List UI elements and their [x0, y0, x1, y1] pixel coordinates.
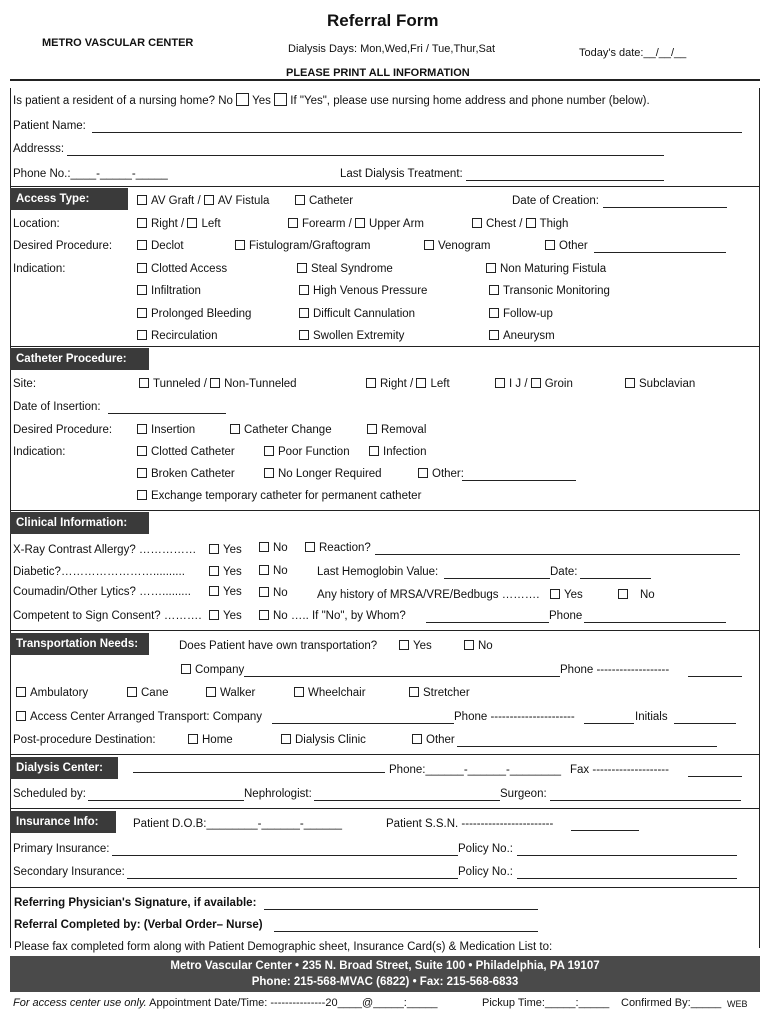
coumadin-no-label: No: [273, 587, 288, 599]
checkbox-icon: [424, 240, 434, 250]
checkbox-icon: [369, 446, 379, 456]
desired-procedure-label: Desired Procedure:: [13, 240, 113, 252]
ind-transonic[interactable]: [489, 285, 610, 297]
cath-ind-clotted-label: Clotted Catheter: [151, 446, 235, 458]
ind-swollen-label: Swollen Extremity: [313, 330, 405, 342]
mrsa-yes-option[interactable]: [550, 589, 583, 601]
footer-phone-fax: Phone: 215-568-MVAC (6822) • Fax: 215-568-6833: [251, 976, 519, 988]
ind-non-maturing[interactable]: [486, 263, 606, 275]
walker-label: Walker: [220, 687, 256, 699]
cath-removal-label: Removal: [381, 424, 427, 436]
access-center-transport-option[interactable]: [16, 711, 262, 723]
dest-other-label: Other: [426, 734, 455, 746]
stretcher-label: Stretcher: [423, 687, 470, 699]
hemoglobin-field[interactable]: [444, 578, 550, 579]
dialysis-center-field[interactable]: [133, 772, 385, 773]
checkbox-icon: [264, 468, 274, 478]
xray-yes-label: Yes: [223, 544, 242, 556]
site-right-left-option[interactable]: [366, 378, 450, 390]
mrsa-no-label: No: [640, 589, 655, 601]
coumadin-no-option[interactable]: [259, 587, 288, 599]
ind-recirc-label: Recirculation: [151, 330, 218, 342]
checkbox-icon: [259, 610, 269, 620]
hemoglobin-date-label: Date:: [550, 566, 578, 578]
cath-indication-label: Indication:: [13, 446, 66, 458]
checkbox-icon: [531, 378, 541, 388]
dialysis-phone-field[interactable]: Phone:______-______-________: [389, 764, 562, 776]
cath-ind-exchange[interactable]: [137, 490, 421, 502]
site-subclavian-label: Subclavian: [639, 378, 696, 390]
surgeon-label: Surgeon:: [500, 788, 547, 800]
coumadin-label: Coumadin/Other Lytics? …….........: [13, 586, 191, 598]
checkbox-icon: [489, 285, 499, 295]
own-transport-question: Does Patient have own transportation?: [179, 640, 378, 652]
insurance-header: Insurance Info:: [10, 811, 116, 833]
access-graft-option[interactable]: [137, 195, 269, 207]
transportation-header: Transportation Needs:: [10, 633, 149, 655]
cath-ind-clotted[interactable]: [137, 446, 235, 458]
cath-change-option[interactable]: [230, 424, 332, 436]
checkbox-icon: [416, 378, 426, 388]
nephrologist-label: Nephrologist:: [244, 788, 312, 800]
cath-ind-infection[interactable]: [369, 446, 426, 458]
clinical-divider: [10, 630, 760, 631]
mrsa-label: Any history of MRSA/VRE/Bedbugs ……….: [317, 589, 540, 601]
checkbox-icon: [137, 263, 147, 273]
checkbox-icon: [489, 308, 499, 318]
phone-field[interactable]: Phone No.:____-_____-_____: [13, 168, 168, 180]
competent-phone-field[interactable]: [584, 622, 726, 623]
proc-venogram-option[interactable]: [424, 240, 490, 252]
checkbox-icon: [137, 468, 147, 478]
date-insertion-label: Date of Insertion:: [13, 401, 101, 413]
coumadin-yes-option[interactable]: [209, 586, 242, 598]
checkbox-icon: [137, 285, 147, 295]
nursing-yes-label: Yes: [252, 95, 271, 107]
nursing-home-row: [13, 93, 650, 107]
checkbox-icon: [472, 218, 482, 228]
checkbox-icon: [181, 664, 191, 674]
dest-dialysis-clinic-option[interactable]: [281, 734, 366, 746]
initials-field[interactable]: [674, 723, 736, 724]
checkbox-icon: [367, 424, 377, 434]
ind-clotted-access[interactable]: [137, 263, 227, 275]
ind-prolonged-bleeding[interactable]: [137, 308, 251, 320]
mrsa-yes-label: Yes: [564, 589, 583, 601]
dest-other-option[interactable]: [412, 734, 455, 746]
checkbox-icon: [137, 308, 147, 318]
diabetic-yes-label: Yes: [223, 566, 242, 578]
cath-ind-infection-label: Infection: [383, 446, 427, 458]
checkbox-icon: [355, 218, 365, 228]
loc-chest-label: Chest /: [486, 218, 523, 230]
nephrologist-field[interactable]: [314, 800, 500, 801]
diabetic-yes-option[interactable]: [209, 566, 242, 578]
checkbox-icon: [209, 566, 219, 576]
secondary-insurance-label: Secondary Insurance:: [13, 866, 125, 878]
ind-transonic-label: Transonic Monitoring: [503, 285, 610, 297]
checkbox-icon: [259, 565, 269, 575]
ind-difficult-label: Difficult Cannulation: [313, 308, 416, 320]
site-left-label: Left: [430, 378, 450, 390]
xray-no-label: No: [273, 542, 288, 554]
frame-right: [759, 88, 760, 948]
patient-name-label: Patient Name:: [13, 120, 86, 132]
dest-other-field[interactable]: [457, 746, 717, 747]
competent-yes-option[interactable]: [209, 610, 242, 622]
primary-policy-field[interactable]: [517, 855, 737, 856]
checkbox-icon: [299, 285, 309, 295]
coumadin-yes-label: Yes: [223, 586, 242, 598]
by-whom-field[interactable]: [426, 622, 549, 623]
site-nontunneled-label: Non-Tunneled: [224, 378, 297, 390]
cane-option[interactable]: [127, 687, 169, 699]
checkbox-icon: [299, 308, 309, 318]
loc-right-label: Right /: [151, 218, 185, 230]
checkbox-icon: [495, 378, 505, 388]
confirmed-by-field[interactable]: Confirmed By:_____: [621, 997, 722, 1009]
xray-allergy-label: X-Ray Contrast Allergy? ……………: [13, 544, 197, 556]
site-tunneled-option[interactable]: [139, 378, 297, 390]
secondary-insurance-field[interactable]: [127, 878, 458, 879]
footer-contact-bar: [10, 956, 760, 992]
checkbox-icon: [618, 589, 628, 599]
access-type-header: Access Type:: [10, 188, 128, 210]
scheduled-by-field[interactable]: [88, 800, 244, 801]
competent-yes-label: Yes: [223, 610, 242, 622]
ind-clotted-label: Clotted Access: [151, 263, 228, 275]
proc-declot-option[interactable]: [137, 240, 184, 252]
diabetic-label: Diabetic?……………………..........: [13, 566, 185, 578]
date-creation-field[interactable]: [603, 207, 727, 208]
checkbox-icon: [259, 587, 269, 597]
nursing-yes-checkbox[interactable]: [274, 93, 287, 106]
cath-ind-nolonger-label: No Longer Required: [278, 468, 382, 480]
date-insertion-field[interactable]: [108, 413, 226, 414]
ind-prolonged-label: Prolonged Bleeding: [151, 308, 252, 320]
access-fistula-label: AV Fistula: [217, 195, 270, 207]
transport-divider: [10, 754, 760, 755]
own-transport-no[interactable]: [464, 640, 493, 652]
location-chest-thigh[interactable]: [472, 218, 568, 230]
checkbox-icon: [297, 263, 307, 273]
own-transport-yes[interactable]: [399, 640, 432, 652]
address-label: Addresss:: [13, 143, 65, 155]
checkbox-icon: [204, 195, 214, 205]
dialysis-divider: [10, 808, 760, 809]
proc-other-field[interactable]: [594, 252, 726, 253]
header-divider: [10, 79, 760, 81]
nursing-no-checkbox[interactable]: [236, 93, 249, 106]
checkbox-icon: [489, 330, 499, 340]
ind-aneurysm[interactable]: [489, 330, 555, 342]
catheter-divider: [10, 510, 760, 511]
referral-completed-label: Referral Completed by: (Verbal Order– Nurse): [14, 919, 263, 931]
access-center-only-note: For access center use only.: [13, 997, 147, 1009]
checkbox-icon: [409, 687, 419, 697]
checkbox-icon: [399, 640, 409, 650]
checkbox-icon: [464, 640, 474, 650]
initials-label: Initials: [635, 711, 668, 723]
cath-ind-poor-label: Poor Function: [278, 446, 350, 458]
checkbox-icon: [137, 218, 147, 228]
hemoglobin-label: Last Hemoglobin Value:: [317, 566, 439, 578]
checkbox-icon: [137, 424, 147, 434]
todays-date[interactable]: Today's date:__/__/__: [579, 47, 687, 59]
dest-dialysis-clinic-label: Dialysis Clinic: [295, 734, 366, 746]
access-graft-label: AV Graft /: [151, 195, 201, 207]
checkbox-icon: [281, 734, 291, 744]
dialysis-fax-field[interactable]: [688, 776, 742, 777]
competent-no-option[interactable]: [259, 610, 406, 622]
site-label: Site:: [13, 378, 37, 390]
cath-change-label: Catheter Change: [244, 424, 332, 436]
competent-phone-label: Phone: [549, 610, 583, 622]
checkbox-icon: [295, 195, 305, 205]
xray-yes-option[interactable]: [209, 544, 242, 556]
diabetic-no-option[interactable]: [259, 565, 288, 577]
site-subclavian-option[interactable]: [625, 378, 695, 390]
own-transport-yes-label: Yes: [413, 640, 432, 652]
dest-home-option[interactable]: [188, 734, 233, 746]
checkbox-icon: [127, 687, 137, 697]
cath-ind-broken-label: Broken Catheter: [151, 468, 235, 480]
ind-steal-syndrome[interactable]: [297, 263, 393, 275]
surgeon-field[interactable]: [550, 800, 741, 801]
reaction-option[interactable]: [305, 542, 371, 554]
mrsa-no-option[interactable]: [618, 589, 655, 601]
checkbox-icon: [137, 490, 147, 500]
proc-declot-label: Declot: [151, 240, 184, 252]
proc-other-label: Other: [559, 240, 588, 252]
company-label: Company: [195, 664, 245, 676]
walker-option[interactable]: [206, 687, 255, 699]
checkbox-icon: [305, 542, 315, 552]
wheelchair-label: Wheelchair: [308, 687, 366, 699]
own-transport-no-label: No: [478, 640, 493, 652]
date-creation-label: Date of Creation:: [512, 195, 599, 207]
center-name: METRO VASCULAR CENTER: [42, 37, 194, 49]
checkbox-icon: [366, 378, 376, 388]
checkbox-icon: [137, 240, 147, 250]
scheduled-by-label: Scheduled by:: [13, 788, 86, 800]
appointment-field[interactable]: Appointment Date/Time: ---------------20____@_____:_____: [149, 997, 438, 1009]
hemoglobin-date-field[interactable]: [580, 578, 651, 579]
checkbox-icon: [188, 734, 198, 744]
nursing-home-question: Is patient a resident of a nursing home? No: [13, 95, 233, 107]
dialysis-days: Dialysis Days: Mon,Wed,Fri / Tue,Thur,Sat: [288, 43, 496, 55]
print-notice: PLEASE PRINT ALL INFORMATION: [286, 67, 470, 79]
checkbox-icon: [16, 687, 26, 697]
checkbox-icon: [209, 544, 219, 554]
checkbox-icon: [545, 240, 555, 250]
last-dialysis-label: Last Dialysis Treatment:: [340, 168, 463, 180]
post-destination-label: Post-procedure Destination:: [13, 734, 156, 746]
dialysis-fax-label: Fax --------------------: [570, 764, 669, 776]
ind-aneurysm-label: Aneurysm: [503, 330, 555, 342]
checkbox-icon: [294, 687, 304, 697]
checkbox-icon: [259, 542, 269, 552]
form-title: Referral Form: [327, 11, 439, 30]
cath-insertion-label: Insertion: [151, 424, 196, 436]
competent-label: Competent to Sign Consent? ……….: [13, 610, 202, 622]
primary-policy-label: Policy No.:: [458, 843, 513, 855]
cath-ind-nolonger[interactable]: [264, 468, 382, 480]
company-option[interactable]: [181, 664, 244, 676]
cath-ind-other[interactable]: [418, 468, 464, 480]
checkbox-icon: [412, 734, 422, 744]
cath-ind-other-field[interactable]: [462, 480, 576, 481]
checkbox-icon: [526, 218, 536, 228]
competent-no-label: No ….. If "No", by Whom?: [273, 610, 406, 622]
checkbox-icon: [206, 687, 216, 697]
checkbox-icon: [16, 711, 26, 721]
web-tag: WEB: [727, 999, 748, 1009]
ind-highvenous-label: High Venous Pressure: [313, 285, 428, 297]
checkbox-icon: [550, 589, 560, 599]
ambulatory-label: Ambulatory: [30, 687, 89, 699]
ind-swollen-extremity[interactable]: [299, 330, 404, 342]
footer-address: Metro Vascular Center • 235 N. Broad Street, Suite 100 • Philadelphia, PA 19107: [170, 960, 600, 972]
checkbox-icon: [137, 330, 147, 340]
access-center-company-field[interactable]: [272, 723, 454, 724]
ind-difficult-cannulation[interactable]: [299, 308, 415, 320]
access-catheter-label: Catheter: [309, 195, 354, 207]
indication-label: Indication:: [13, 263, 66, 275]
ind-steal-label: Steal Syndrome: [311, 263, 393, 275]
primary-insurance-label: Primary Insurance:: [13, 843, 110, 855]
dialysis-center-header: Dialysis Center:: [10, 757, 118, 779]
patient-ssn-label: Patient S.S.N. ------------------------: [386, 818, 554, 830]
patient-divider: [10, 186, 760, 187]
cath-insertion-option[interactable]: [137, 424, 195, 436]
access-center-phone-field[interactable]: [584, 723, 634, 724]
site-ij-label: I J /: [509, 378, 528, 390]
access-divider: [10, 346, 760, 347]
checkbox-icon: [137, 195, 147, 205]
access-center-phone-label: Phone ----------------------: [454, 711, 575, 723]
pickup-time-field[interactable]: Pickup Time:_____:_____: [482, 997, 610, 1009]
nursing-if-yes-note: If "Yes", please use nursing home address and phone number (below).: [290, 95, 650, 107]
ambulatory-option[interactable]: [16, 687, 88, 699]
cath-ind-poor[interactable]: [264, 446, 350, 458]
wheelchair-option[interactable]: [294, 687, 366, 699]
site-ij-groin-option[interactable]: [495, 378, 573, 390]
loc-upper-arm-label: Upper Arm: [369, 218, 425, 230]
cath-ind-exchange-label: Exchange temporary catheter for permanent catheter: [151, 490, 422, 502]
checkbox-icon: [139, 378, 149, 388]
cath-ind-other-label: Other:: [432, 468, 464, 480]
site-right-label: Right /: [380, 378, 414, 390]
location-label: Location:: [13, 218, 60, 230]
stretcher-option[interactable]: [409, 687, 470, 699]
dest-home-label: Home: [202, 734, 233, 746]
proc-fistulogram-label: Fistulogram/Graftogram: [249, 240, 371, 252]
clinical-info-header: Clinical Information:: [10, 512, 149, 534]
secondary-policy-field[interactable]: [517, 878, 737, 879]
checkbox-icon: [625, 378, 635, 388]
site-tunneled-label: Tunneled /: [153, 378, 207, 390]
checkbox-icon: [299, 330, 309, 340]
checkbox-icon: [210, 378, 220, 388]
checkbox-icon: [418, 468, 428, 478]
access-center-only-row: [13, 997, 437, 1009]
cath-ind-broken[interactable]: [137, 468, 235, 480]
ind-nonmaturing-label: Non Maturing Fistula: [500, 263, 607, 275]
loc-thigh-label: Thigh: [539, 218, 569, 230]
company-field[interactable]: [244, 676, 560, 677]
fax-instructions: Please fax completed form along with Patient Demographic sheet, Insurance Card(s) & Medication List to:: [14, 941, 553, 953]
checkbox-icon: [230, 424, 240, 434]
checkbox-icon: [137, 446, 147, 456]
cane-label: Cane: [141, 687, 169, 699]
location-right-left[interactable]: [137, 218, 221, 230]
checkbox-icon: [486, 263, 496, 273]
ind-recirculation[interactable]: [137, 330, 217, 342]
primary-insurance-field[interactable]: [112, 855, 458, 856]
address-field[interactable]: [67, 155, 664, 156]
reaction-field[interactable]: [375, 554, 740, 555]
checkbox-icon: [209, 586, 219, 596]
ind-infiltration-label: Infiltration: [151, 285, 201, 297]
proc-venogram-label: Venogram: [438, 240, 491, 252]
ind-high-venous[interactable]: [299, 285, 427, 297]
catheter-procedure-header: Catheter Procedure:: [10, 348, 149, 370]
ind-infiltration[interactable]: [137, 285, 201, 297]
company-phone-label: Phone -------------------: [560, 664, 670, 676]
access-catheter-option[interactable]: [295, 195, 353, 207]
diabetic-no-label: No: [273, 565, 288, 577]
ind-followup[interactable]: [489, 308, 553, 320]
company-phone-field[interactable]: [688, 676, 742, 677]
referral-completed-field[interactable]: [274, 931, 538, 932]
proc-other-option[interactable]: [545, 240, 588, 252]
patient-ssn-field[interactable]: [571, 830, 639, 831]
cath-removal-option[interactable]: [367, 424, 426, 436]
checkbox-icon: [264, 446, 274, 456]
checkbox-icon: [235, 240, 245, 250]
patient-dob-field[interactable]: Patient D.O.B:________-______-______: [133, 818, 343, 830]
patient-name-field[interactable]: [92, 132, 742, 133]
physician-signature-label: Referring Physician's Signature, if available:: [14, 897, 257, 909]
location-forearm-upper[interactable]: [288, 218, 424, 230]
reaction-label: Reaction?: [319, 542, 371, 554]
access-center-transport-label: Access Center Arranged Transport: Company: [30, 711, 263, 723]
ind-followup-label: Follow-up: [503, 308, 553, 320]
checkbox-icon: [209, 610, 219, 620]
loc-forearm-label: Forearm /: [302, 218, 352, 230]
secondary-policy-label: Policy No.:: [458, 866, 513, 878]
insurance-divider: [10, 887, 760, 888]
proc-fistulogram-option[interactable]: [235, 240, 370, 252]
checkbox-icon: [288, 218, 298, 228]
loc-left-label: Left: [201, 218, 221, 230]
site-groin-label: Groin: [544, 378, 573, 390]
xray-no-option[interactable]: [259, 542, 288, 554]
last-dialysis-field[interactable]: [466, 180, 664, 181]
cath-desired-label: Desired Procedure:: [13, 424, 113, 436]
checkbox-icon: [187, 218, 197, 228]
physician-signature-field[interactable]: [264, 909, 538, 910]
